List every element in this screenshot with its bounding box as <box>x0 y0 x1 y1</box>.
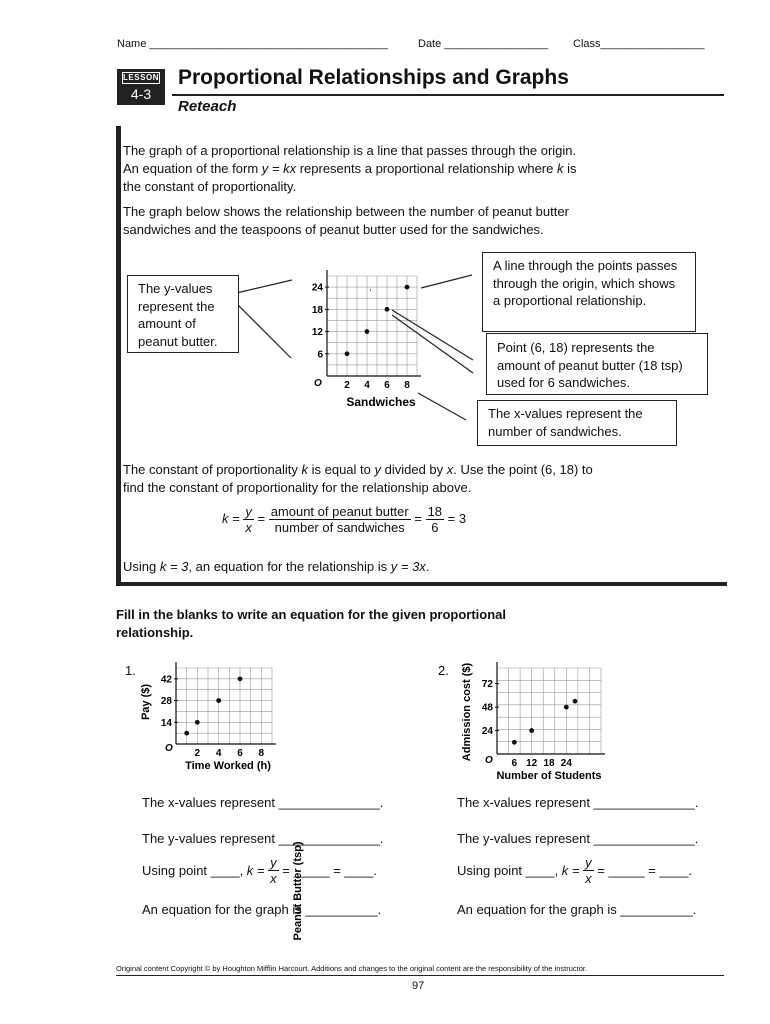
constant-equation: k = $\frac{y}{x}$ = $\frac{\text{amount of peanut butter}}{\text{number of sandwiches}}$ = $\frac{18}{6}$ = 3 <box>222 504 467 535</box>
x-tick-label: 6 <box>511 758 518 769</box>
lesson-badge <box>117 69 165 105</box>
data-point <box>184 731 189 736</box>
callout-line: A line through the points passes through the origin, which shows a proportional relationship. <box>482 252 696 332</box>
page-title: Proportional Relationships and Graphs <box>178 66 569 89</box>
problem-2-using-point[interactable]: Using point ____, k = $\frac{y}{x}$ = _____ = ____. <box>457 855 692 886</box>
x-tick-label: 18 <box>543 758 555 769</box>
example-y-axis-label: Peanut Butter (tsp) <box>292 841 304 941</box>
problem-1-using-point[interactable]: Using point ____, k = $\frac{y}{x}$ = _____ = ____. <box>142 855 377 886</box>
date-field[interactable]: Date _________________ <box>418 38 549 50</box>
callout-y-values: The y-values represent the amount of peanut butter. <box>127 275 239 353</box>
problem-2-y-values[interactable]: The y-values represent ______________. <box>457 831 699 846</box>
footer-divider <box>116 975 724 976</box>
x-tick-label: 12 <box>526 758 538 769</box>
y-tick-label: 24 <box>311 282 323 294</box>
x-tick-label: 6 <box>384 380 390 391</box>
exercise-instructions: Fill in the blanks to write an equation for the given proportional relationship. <box>116 607 507 640</box>
example-origin: O <box>314 378 322 389</box>
y-tick-label: 28 <box>160 696 172 708</box>
x-tick-label: 8 <box>258 748 265 759</box>
data-point <box>573 699 578 704</box>
intro-paragraph-1: The graph of a proportional relationship is a line that passes through the origin. An equation of the form y = kx represents a proportional relationship where k is the constant of proportionality. <box>123 143 577 194</box>
problem-1-number: 1. <box>125 663 136 678</box>
y-tick-label: 6 <box>317 349 323 361</box>
copyright-notice: Original content Copyright © by Houghton Mifflin Harcourt. Additions and changes to the original content are the responsibility of the instructor. <box>116 964 588 973</box>
problem-2-graph <box>457 656 617 786</box>
data-point <box>195 720 200 725</box>
y-tick-label: 72 <box>481 679 493 691</box>
callout-x-values: The x-values represent the number of sandwiches. <box>477 400 677 446</box>
problem-1-y-values[interactable]: The y-values represent ______________. <box>142 831 384 846</box>
constant-paragraph: The constant of proportionality k is equal to y divided by x. Use the point (6, 18) to find the constant of proportionality for the relationship above. <box>123 462 593 495</box>
example-x-axis-label: Sandwiches <box>346 395 416 409</box>
problem-1-graph <box>136 660 286 775</box>
problem-2-y-axis-label: Admission cost ($) <box>461 662 473 762</box>
x-tick-label: 2 <box>344 380 350 391</box>
problem-2-x-axis-label: Number of Students <box>496 770 602 782</box>
y-tick-label: 48 <box>481 702 493 714</box>
data-point <box>564 705 569 710</box>
data-point <box>238 676 243 681</box>
problem-1-origin: O <box>165 743 173 754</box>
page-subtitle: Reteach <box>178 98 237 115</box>
class-field[interactable]: Class_________________ <box>573 38 705 50</box>
x-tick-label: 4 <box>364 380 370 391</box>
y-tick-label: 18 <box>311 304 323 316</box>
x-tick-label: 6 <box>237 748 243 759</box>
y-tick-label: 14 <box>160 717 172 729</box>
y-tick-label: 42 <box>160 674 172 686</box>
y-tick-label: 24 <box>481 726 493 738</box>
problem-1-y-axis-label: Pay ($) <box>140 683 152 721</box>
page-number: 97 <box>412 980 425 992</box>
problem-1-x-axis-label: Time Worked (h) <box>185 760 271 772</box>
problem-2-equation[interactable]: An equation for the graph is __________. <box>457 902 697 917</box>
problem-2-origin: O <box>485 755 493 766</box>
y-tick-label: 12 <box>311 327 323 339</box>
callout-point: Point (6, 18) represents the amount of peanut butter (18 tsp) used for 6 sandwiches. <box>486 333 708 395</box>
title-divider <box>172 94 724 96</box>
intro-paragraph-2: The graph below shows the relationship between the number of peanut butter sandwiches and the teaspoons of peanut butter used for the sandwiches. <box>123 204 569 237</box>
problem-2-x-values[interactable]: The x-values represent ______________. <box>457 795 699 810</box>
lesson-label: LESSON <box>123 73 159 82</box>
name-field[interactable]: Name _______________________________________ <box>117 38 388 50</box>
x-tick-label: 8 <box>404 380 410 391</box>
problem-1-equation[interactable]: An equation for the graph is __________. <box>142 902 382 917</box>
x-tick-label: 4 <box>215 748 222 759</box>
using-k-sentence: Using k = 3, an equation for the relationship is y = 3x. <box>123 559 430 574</box>
x-tick-label: 24 <box>560 758 572 769</box>
data-point <box>216 698 221 703</box>
lesson-number: 4-3 <box>130 86 152 102</box>
problem-1-x-values[interactable]: The x-values represent ______________. <box>142 795 384 810</box>
data-point <box>529 728 534 733</box>
data-point <box>512 740 517 745</box>
problem-2-number: 2. <box>438 663 449 678</box>
x-tick-label: 2 <box>194 748 201 759</box>
